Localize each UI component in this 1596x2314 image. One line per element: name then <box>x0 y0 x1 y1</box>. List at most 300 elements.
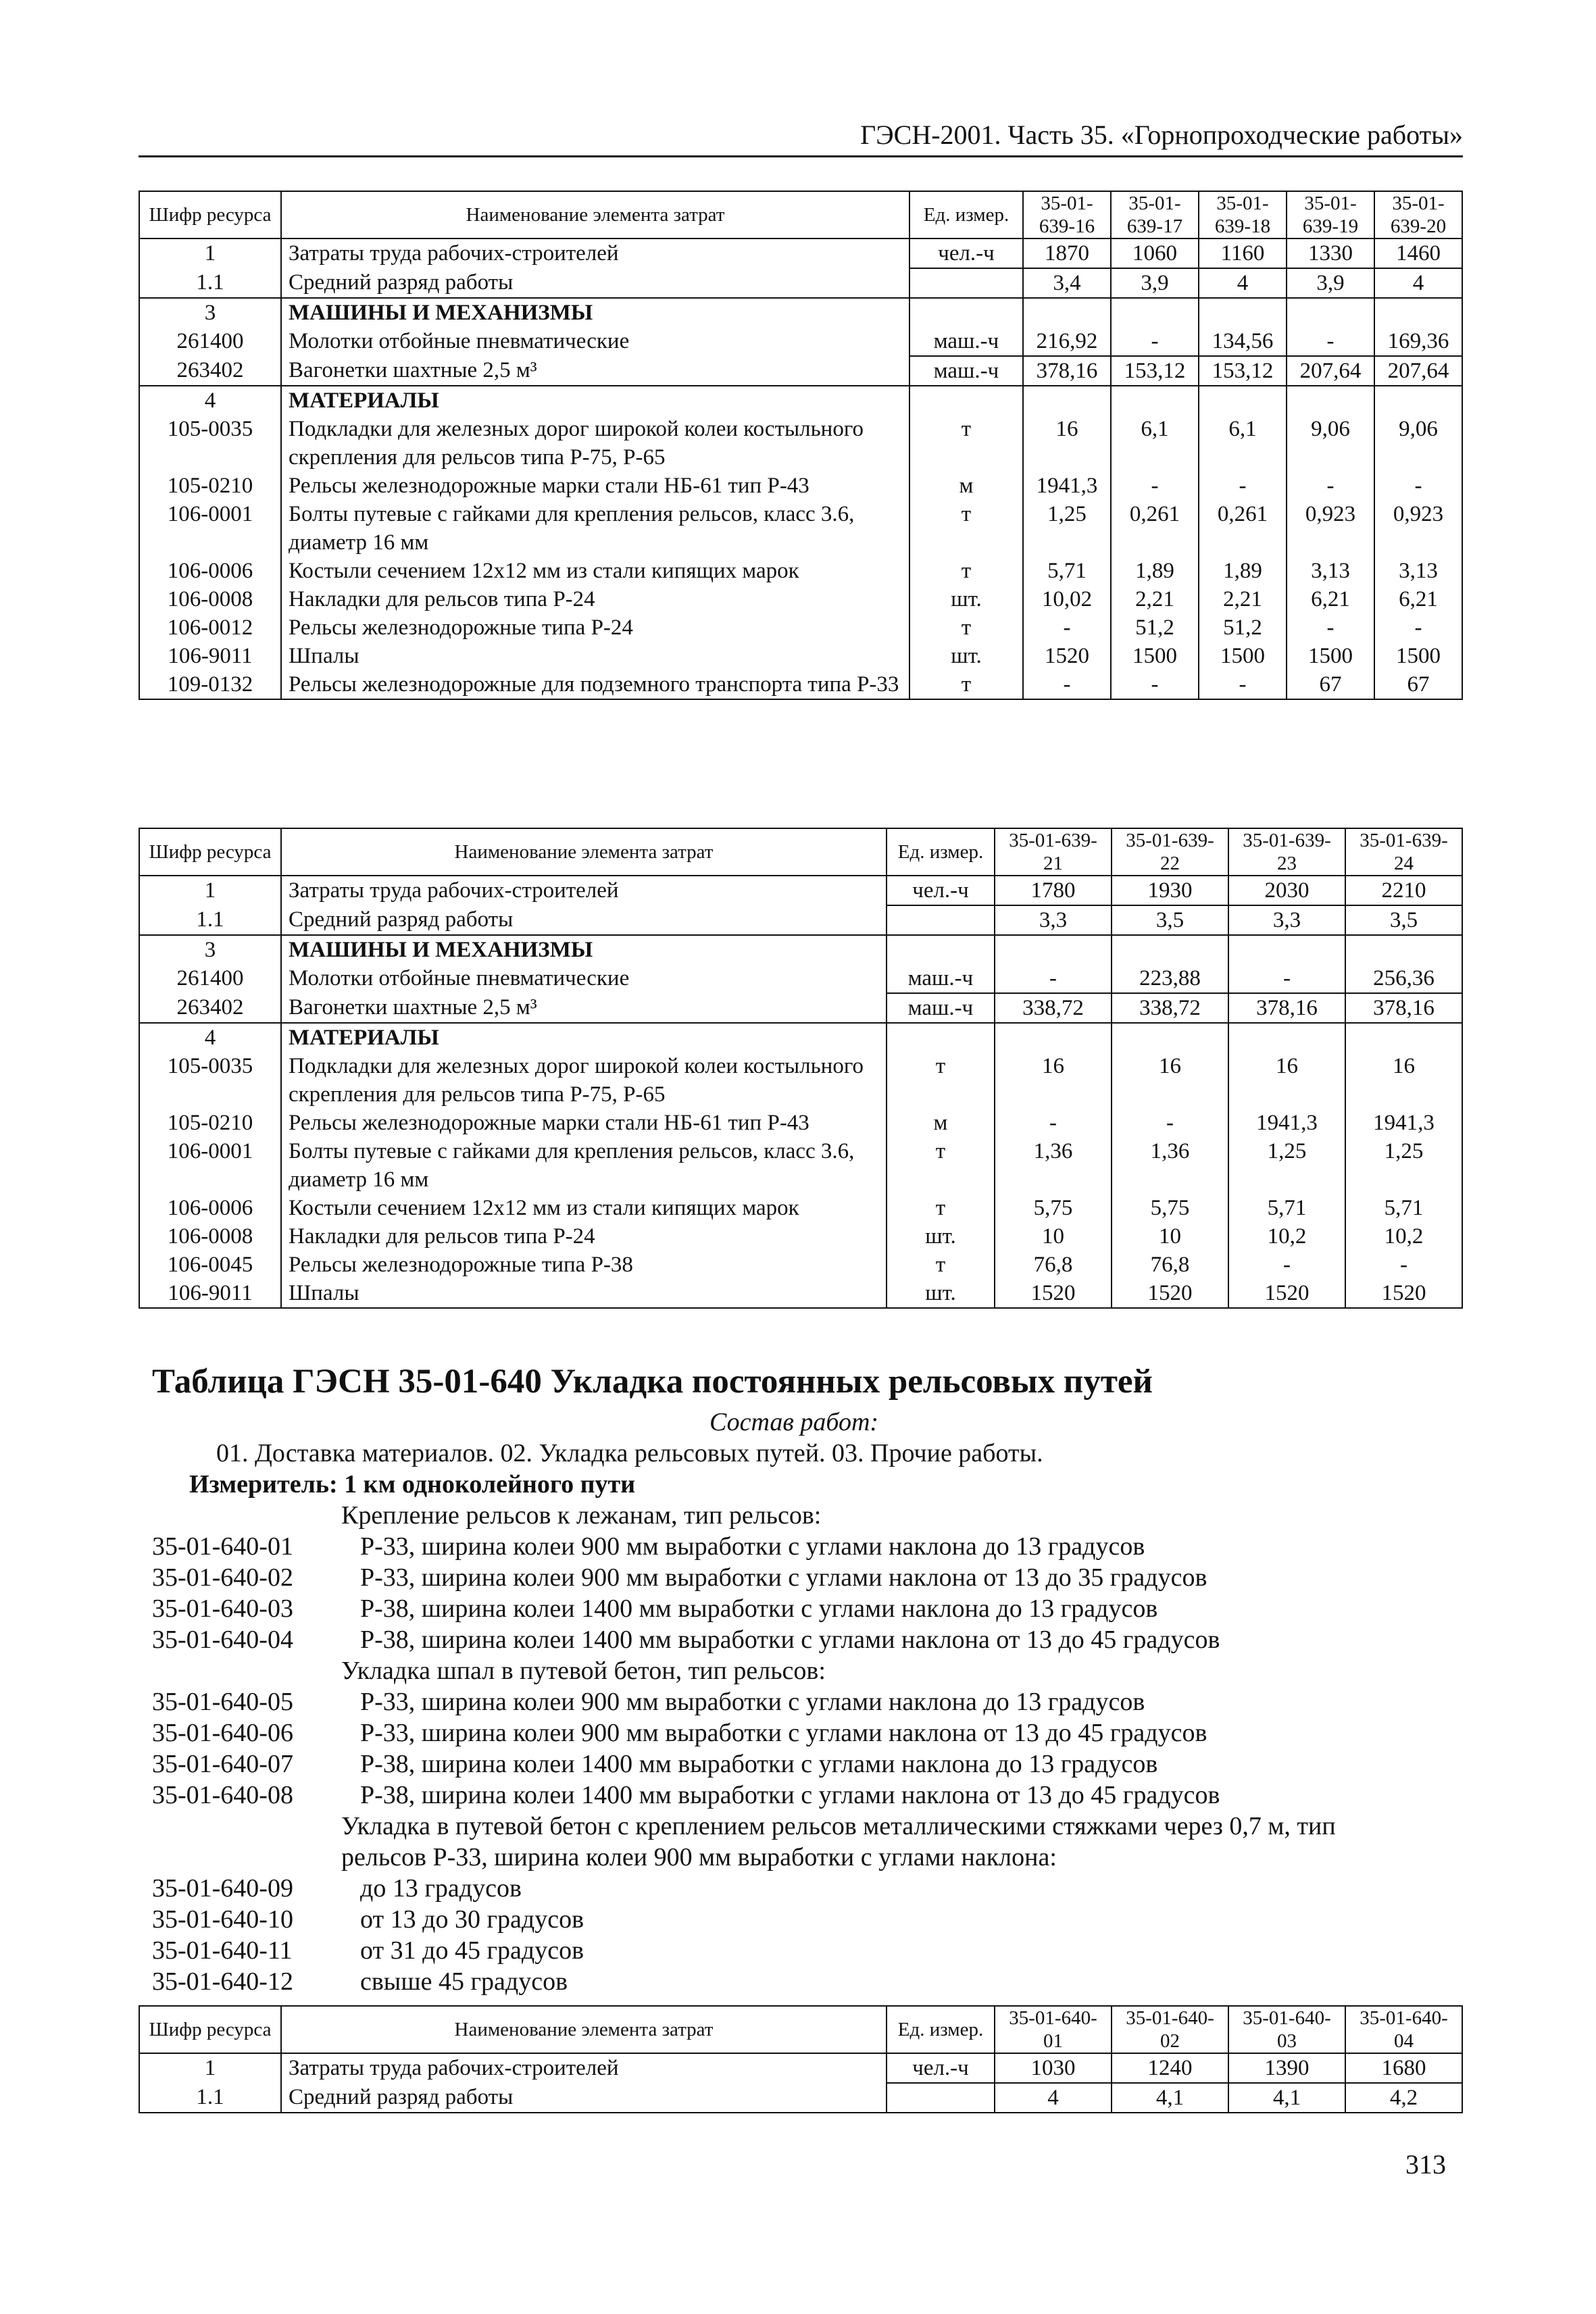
resource-code: 106-9011 <box>139 642 281 670</box>
norm-description: Р-33, ширина колеи 900 мм выработки с углами наклона до 13 градусов <box>360 1688 1145 1716</box>
resource-name: Подкладки для железных дорог широкой колеи костыльного скрепления для рельсов типа Р-75, Р-65 <box>281 415 909 472</box>
resource-value: - <box>1287 472 1374 500</box>
resource-value <box>995 1023 1112 1052</box>
resource-code: 3 <box>139 935 281 964</box>
table-row <box>139 268 1462 298</box>
resource-value: 1460 <box>1374 238 1462 268</box>
resource-code: 3 <box>139 298 281 327</box>
table-row <box>139 356 1462 386</box>
resource-value: 1,25 <box>1228 1137 1345 1194</box>
resource-table-639-21-24 <box>139 828 1463 1309</box>
resource-value: 5,75 <box>1112 1194 1228 1222</box>
resource-code: 106-0001 <box>139 500 281 557</box>
norm-description: Р-38, ширина колеи 1400 мм выработки с углами наклона от 13 до 45 градусов <box>360 1626 1220 1654</box>
resource-value <box>1111 386 1199 415</box>
resource-unit <box>909 386 1023 415</box>
resource-code: 1 <box>139 238 281 268</box>
table-row <box>139 472 1462 500</box>
resource-value: 51,2 <box>1199 613 1287 642</box>
resource-value: 216,92 <box>1023 327 1111 356</box>
resource-name: Затраты труда рабочих-строителей <box>281 876 887 905</box>
resource-code: 106-0006 <box>139 557 281 585</box>
norm-code: 35-01-640-12 <box>152 1967 293 1996</box>
resource-value: - <box>1023 670 1111 699</box>
resource-name: Средний разряд работы <box>281 2083 887 2113</box>
resource-value: 1,89 <box>1111 557 1199 585</box>
resource-value: 4,1 <box>1228 2083 1345 2113</box>
resource-code: 106-0001 <box>139 1137 281 1194</box>
resource-name: Накладки для рельсов типа Р-24 <box>281 1222 887 1251</box>
table-row <box>139 1194 1462 1222</box>
resource-value: 0,923 <box>1287 500 1374 557</box>
resource-value: - <box>1228 1251 1345 1279</box>
table-row <box>139 935 1462 964</box>
resource-value: 1520 <box>1023 642 1111 670</box>
resource-value: 16 <box>1228 1052 1345 1109</box>
resource-code: 109-0132 <box>139 670 281 699</box>
resource-value: 1500 <box>1111 642 1199 670</box>
resource-value: 10 <box>995 1222 1112 1251</box>
resource-unit: шт. <box>909 642 1023 670</box>
header-code: Шифр ресурса <box>139 191 281 238</box>
resource-value: 3,4 <box>1023 268 1111 298</box>
resource-value: 10,02 <box>1023 585 1111 613</box>
resource-code: 261400 <box>139 964 281 993</box>
norm-code: 35-01-640-03 <box>152 1594 293 1623</box>
resource-value: 9,06 <box>1287 415 1374 472</box>
resource-value <box>1287 386 1374 415</box>
resource-value: 207,64 <box>1287 356 1374 386</box>
resource-code: 106-0008 <box>139 585 281 613</box>
resource-name: Накладки для рельсов типа Р-24 <box>281 585 909 613</box>
norm-code: 35-01-640-06 <box>152 1719 293 1747</box>
resource-value <box>1112 935 1228 964</box>
table-row <box>139 557 1462 585</box>
table-row <box>139 642 1462 670</box>
resource-value: 10,2 <box>1228 1222 1345 1251</box>
meter: Измеритель: 1 км одноколейного пути <box>189 1470 636 1499</box>
header-col: 35-01-639-17 <box>1111 191 1199 238</box>
resource-value <box>1228 1023 1345 1052</box>
resource-value: 5,71 <box>1228 1194 1345 1222</box>
resource-code: 106-0008 <box>139 1222 281 1251</box>
resource-name: МАТЕРИАЛЫ <box>281 1023 887 1052</box>
resource-unit <box>909 298 1023 327</box>
group-heading-cont: рельсов Р-33, ширина колеи 900 мм выработки с углами наклона: <box>341 1843 1057 1871</box>
header-col: 35-01-640-02 <box>1112 2006 1228 2053</box>
resource-value: 76,8 <box>995 1251 1112 1279</box>
running-header <box>139 115 1463 157</box>
resource-value: 378,16 <box>1345 993 1462 1023</box>
resource-code: 1.1 <box>139 2083 281 2113</box>
resource-value: - <box>995 964 1112 993</box>
resource-name: Вагонетки шахтные 2,5 м³ <box>281 993 887 1023</box>
resource-name: Рельсы железнодорожные типа Р-24 <box>281 613 909 642</box>
resource-value: 1,25 <box>1345 1137 1462 1194</box>
table-row <box>139 1279 1462 1308</box>
header-unit: Ед. измер. <box>887 2006 995 2053</box>
resource-value: 169,36 <box>1374 327 1462 356</box>
resource-code: 105-0210 <box>139 472 281 500</box>
header-col: 35-01-639-19 <box>1287 191 1374 238</box>
resource-value: 1500 <box>1287 642 1374 670</box>
resource-code: 4 <box>139 386 281 415</box>
table-title: Таблица ГЭСН 35-01-640 Укладка постоянных рельсовых путей <box>152 1363 1153 1401</box>
header-col: 35-01-639-16 <box>1023 191 1111 238</box>
resource-name: Молотки отбойные пневматические <box>281 327 909 356</box>
resource-value: 1780 <box>995 876 1112 905</box>
resource-unit <box>887 2083 995 2113</box>
resource-value <box>995 935 1112 964</box>
resource-unit: т <box>909 557 1023 585</box>
resource-name: Шпалы <box>281 1279 887 1308</box>
resource-value: 3,5 <box>1345 905 1462 935</box>
resource-value: 1941,3 <box>1345 1109 1462 1137</box>
resource-value: 5,71 <box>1345 1194 1462 1222</box>
resource-name: Вагонетки шахтные 2,5 м³ <box>281 356 909 386</box>
resource-code: 1 <box>139 876 281 905</box>
resource-value: 3,3 <box>995 905 1112 935</box>
resource-value: 0,261 <box>1111 500 1199 557</box>
resource-value <box>1287 298 1374 327</box>
norm-description: Р-33, ширина колеи 900 мм выработки с углами наклона до 13 градусов <box>360 1532 1145 1561</box>
header-code: Шифр ресурса <box>139 828 281 876</box>
resource-unit: маш.-ч <box>909 356 1023 386</box>
resource-value: 1,36 <box>995 1137 1112 1194</box>
norm-code: 35-01-640-11 <box>152 1936 293 1965</box>
resource-value: 1,36 <box>1112 1137 1228 1194</box>
resource-code: 261400 <box>139 327 281 356</box>
resource-value: 67 <box>1374 670 1462 699</box>
resource-value: - <box>1111 327 1199 356</box>
resource-value: 134,56 <box>1199 327 1287 356</box>
table-row <box>139 905 1462 935</box>
norm-code: 35-01-640-04 <box>152 1626 293 1654</box>
resource-value: 1870 <box>1023 238 1111 268</box>
table-row <box>139 1052 1462 1109</box>
resource-value: 3,13 <box>1374 557 1462 585</box>
table-row <box>139 2053 1462 2083</box>
resource-unit: маш.-ч <box>887 964 995 993</box>
norm-code: 35-01-640-01 <box>152 1532 293 1561</box>
table-row <box>139 585 1462 613</box>
resource-unit <box>887 905 995 935</box>
resource-value: 2,21 <box>1111 585 1199 613</box>
table-row <box>139 1109 1462 1137</box>
resource-code: 105-0210 <box>139 1109 281 1137</box>
resource-value: 10 <box>1112 1222 1228 1251</box>
resource-name: Болты путевые с гайками для крепления рельсов, класс 3.6, диаметр 16 мм <box>281 1137 887 1194</box>
resource-value: 1060 <box>1111 238 1199 268</box>
resource-unit: чел.-ч <box>909 238 1023 268</box>
resource-value: - <box>1111 472 1199 500</box>
resource-value: 1160 <box>1199 238 1287 268</box>
resource-value: 207,64 <box>1374 356 1462 386</box>
resource-value <box>1374 298 1462 327</box>
header-name: Наименование элемента затрат <box>281 191 909 238</box>
resource-value: 6,1 <box>1111 415 1199 472</box>
resource-value: - <box>1112 1109 1228 1137</box>
resource-value: 1500 <box>1199 642 1287 670</box>
norm-description: Р-38, ширина колеи 1400 мм выработки с углами наклона от 13 до 45 градусов <box>360 1781 1220 1809</box>
norm-description: Р-33, ширина колеи 900 мм выработки с углами наклона от 13 до 45 градусов <box>360 1719 1207 1747</box>
table-row <box>139 386 1462 415</box>
resource-value: - <box>1345 1251 1462 1279</box>
resource-value <box>1199 386 1287 415</box>
resource-value: 4 <box>995 2083 1112 2113</box>
resource-name: Молотки отбойные пневматические <box>281 964 887 993</box>
resource-value: 3,9 <box>1287 268 1374 298</box>
resource-value <box>1228 935 1345 964</box>
composition-text: 01. Доставка материалов. 02. Укладка рельсовых путей. 03. Прочие работы. <box>216 1439 1043 1467</box>
resource-unit <box>887 1023 995 1052</box>
resource-name: Рельсы железнодорожные марки стали НБ-61 тип Р-43 <box>281 472 909 500</box>
resource-table-639-16-20 <box>139 191 1463 700</box>
resource-name: МАШИНЫ И МЕХАНИЗМЫ <box>281 935 887 964</box>
resource-unit <box>909 268 1023 298</box>
resource-name: Костыли сечением 12x12 мм из стали кипящих марок <box>281 557 909 585</box>
resource-value: 0,923 <box>1374 500 1462 557</box>
table-row <box>139 327 1462 356</box>
resource-value: - <box>1374 472 1462 500</box>
resource-unit: т <box>887 1137 995 1194</box>
resource-name: МАТЕРИАЛЫ <box>281 386 909 415</box>
header-col: 35-01-639-21 <box>995 828 1112 876</box>
table-row <box>139 1222 1462 1251</box>
resource-unit: т <box>909 613 1023 642</box>
norm-description: от 31 до 45 градусов <box>360 1936 584 1965</box>
header-col: 35-01-640-01 <box>995 2006 1112 2053</box>
resource-value: 4 <box>1199 268 1287 298</box>
header-col: 35-01-639-18 <box>1199 191 1287 238</box>
resource-name: Костыли сечением 12x12 мм из стали кипящих марок <box>281 1194 887 1222</box>
resource-unit: маш.-ч <box>909 327 1023 356</box>
resource-value: 6,21 <box>1374 585 1462 613</box>
header-col: 35-01-640-03 <box>1228 2006 1345 2053</box>
resource-unit: чел.-ч <box>887 2053 995 2083</box>
resource-value: 3,13 <box>1287 557 1374 585</box>
resource-value: 378,16 <box>1023 356 1111 386</box>
resource-value: 1,25 <box>1023 500 1111 557</box>
header-col: 35-01-639-24 <box>1345 828 1462 876</box>
table-row <box>139 613 1462 642</box>
resource-value: 153,12 <box>1111 356 1199 386</box>
header-unit: Ед. измер. <box>887 828 995 876</box>
resource-value <box>1111 298 1199 327</box>
resource-value: 1500 <box>1374 642 1462 670</box>
resource-value: 1390 <box>1228 2053 1345 2083</box>
table-row <box>139 1137 1462 1194</box>
table-row <box>139 238 1462 268</box>
resource-value: 3,3 <box>1228 905 1345 935</box>
table-row <box>139 876 1462 905</box>
table-row <box>139 2083 1462 2113</box>
resource-value: 1941,3 <box>1228 1109 1345 1137</box>
norm-code: 35-01-640-05 <box>152 1688 293 1716</box>
resource-value: 1941,3 <box>1023 472 1111 500</box>
resource-value: 338,72 <box>1112 993 1228 1023</box>
table-row <box>139 993 1462 1023</box>
table-row <box>139 1023 1462 1052</box>
running-title: ГЭСН-2001. Часть 35. «Горнопроходческие работы» <box>860 120 1463 150</box>
resource-table-640-01-04 <box>139 2005 1463 2113</box>
resource-value: - <box>1199 472 1287 500</box>
resource-value: - <box>1111 670 1199 699</box>
resource-code: 106-0012 <box>139 613 281 642</box>
header-name: Наименование элемента затрат <box>281 2006 887 2053</box>
resource-value: 1520 <box>1345 1279 1462 1308</box>
group-heading: Укладка шпал в путевой бетон, тип рельсов: <box>341 1657 826 1685</box>
resource-name: Средний разряд работы <box>281 905 887 935</box>
resource-value: 4,2 <box>1345 2083 1462 2113</box>
resource-value: 153,12 <box>1199 356 1287 386</box>
resource-value: 2210 <box>1345 876 1462 905</box>
table-row <box>139 1251 1462 1279</box>
norm-code: 35-01-640-02 <box>152 1563 293 1592</box>
resource-value: 1030 <box>995 2053 1112 2083</box>
resource-name: Болты путевые с гайками для крепления рельсов, класс 3.6, диаметр 16 мм <box>281 500 909 557</box>
resource-value: 16 <box>1345 1052 1462 1109</box>
resource-value: 2030 <box>1228 876 1345 905</box>
resource-value: 76,8 <box>1112 1251 1228 1279</box>
norm-description: свыше 45 градусов <box>360 1967 568 1996</box>
resource-unit: чел.-ч <box>887 876 995 905</box>
resource-value: 1240 <box>1112 2053 1228 2083</box>
resource-value: - <box>1023 613 1111 642</box>
norm-description: Р-38, ширина колеи 1400 мм выработки с углами наклона до 13 градусов <box>360 1594 1158 1623</box>
resource-value: 1520 <box>995 1279 1112 1308</box>
resource-value: 10,2 <box>1345 1222 1462 1251</box>
resource-unit: маш.-ч <box>887 993 995 1023</box>
resource-unit <box>887 935 995 964</box>
resource-value <box>1112 1023 1228 1052</box>
header-code: Шифр ресурса <box>139 2006 281 2053</box>
resource-code: 263402 <box>139 993 281 1023</box>
table-row <box>139 500 1462 557</box>
table-row <box>139 964 1462 993</box>
resource-value: 1,89 <box>1199 557 1287 585</box>
page-number: 313 <box>1405 2149 1446 2180</box>
resource-value: 67 <box>1287 670 1374 699</box>
resource-value: 6,21 <box>1287 585 1374 613</box>
table-header-row <box>139 2006 1462 2053</box>
norm-description: Р-33, ширина колеи 900 мм выработки с углами наклона от 13 до 35 градусов <box>360 1563 1207 1592</box>
resource-value: 338,72 <box>995 993 1112 1023</box>
resource-value: 6,1 <box>1199 415 1287 472</box>
norm-description: от 13 до 30 градусов <box>360 1905 584 1934</box>
norm-description: Р-38, ширина колеи 1400 мм выработки с углами наклона до 13 градусов <box>360 1750 1158 1778</box>
resource-unit: м <box>909 472 1023 500</box>
resource-name: Рельсы железнодорожные типа Р-38 <box>281 1251 887 1279</box>
header-unit: Ед. измер. <box>909 191 1023 238</box>
resource-value: 1520 <box>1228 1279 1345 1308</box>
resource-unit: т <box>909 415 1023 472</box>
resource-name: Средний разряд работы <box>281 268 909 298</box>
resource-name: Рельсы железнодорожные марки стали НБ-61 тип Р-43 <box>281 1109 887 1137</box>
resource-value: 5,75 <box>995 1194 1112 1222</box>
composition-label: Состав работ: <box>709 1408 879 1436</box>
resource-value: 16 <box>1112 1052 1228 1109</box>
resource-name: Рельсы железнодорожные для подземного транспорта типа Р-33 <box>281 670 909 699</box>
resource-value: 16 <box>995 1052 1112 1109</box>
resource-name: МАШИНЫ И МЕХАНИЗМЫ <box>281 298 909 327</box>
resource-code: 105-0035 <box>139 415 281 472</box>
resource-unit: т <box>887 1052 995 1109</box>
resource-code: 1.1 <box>139 905 281 935</box>
resource-unit: т <box>909 670 1023 699</box>
resource-unit: м <box>887 1109 995 1137</box>
resource-value: 4,1 <box>1112 2083 1228 2113</box>
header-col: 35-01-639-23 <box>1228 828 1345 876</box>
resource-value: 378,16 <box>1228 993 1345 1023</box>
resource-value: 0,261 <box>1199 500 1287 557</box>
norm-code: 35-01-640-07 <box>152 1750 293 1778</box>
resource-name: Шпалы <box>281 642 909 670</box>
table-row <box>139 298 1462 327</box>
norm-code: 35-01-640-10 <box>152 1905 293 1934</box>
resource-value: 51,2 <box>1111 613 1199 642</box>
resource-value: - <box>995 1109 1112 1137</box>
table-header-row <box>139 191 1462 238</box>
resource-value: 4 <box>1374 268 1462 298</box>
resource-code: 106-9011 <box>139 1279 281 1308</box>
resource-value: 1930 <box>1112 876 1228 905</box>
norm-code: 35-01-640-09 <box>152 1874 293 1903</box>
resource-value <box>1345 1023 1462 1052</box>
resource-unit: шт. <box>887 1222 995 1251</box>
table-row <box>139 415 1462 472</box>
resource-value <box>1374 386 1462 415</box>
table-header-row <box>139 828 1462 876</box>
resource-value: 1330 <box>1287 238 1374 268</box>
header-col: 35-01-639-20 <box>1374 191 1462 238</box>
resource-name: Подкладки для железных дорог широкой колеи костыльного скрепления для рельсов типа Р-75, Р-65 <box>281 1052 887 1109</box>
resource-value <box>1023 386 1111 415</box>
resource-value: - <box>1374 613 1462 642</box>
resource-value <box>1199 298 1287 327</box>
header-col: 35-01-639-22 <box>1112 828 1228 876</box>
resource-unit: шт. <box>887 1279 995 1308</box>
resource-value: 9,06 <box>1374 415 1462 472</box>
norm-description: до 13 градусов <box>360 1874 522 1903</box>
resource-value: 223,88 <box>1112 964 1228 993</box>
resource-value: 1680 <box>1345 2053 1462 2083</box>
resource-code: 4 <box>139 1023 281 1052</box>
resource-value <box>1023 298 1111 327</box>
resource-value: - <box>1287 327 1374 356</box>
resource-value: 1520 <box>1112 1279 1228 1308</box>
resource-code: 106-0045 <box>139 1251 281 1279</box>
resource-unit: т <box>909 500 1023 557</box>
resource-value: - <box>1287 613 1374 642</box>
resource-code: 1 <box>139 2053 281 2083</box>
resource-value: 3,5 <box>1112 905 1228 935</box>
resource-value <box>1345 935 1462 964</box>
resource-value: 256,36 <box>1345 964 1462 993</box>
resource-name: Затраты труда рабочих-строителей <box>281 2053 887 2083</box>
resource-unit: шт. <box>909 585 1023 613</box>
resource-code: 106-0006 <box>139 1194 281 1222</box>
resource-value: 5,71 <box>1023 557 1111 585</box>
resource-code: 1.1 <box>139 268 281 298</box>
header-col: 35-01-640-04 <box>1345 2006 1462 2053</box>
resource-value: 3,9 <box>1111 268 1199 298</box>
group-heading: Укладка в путевой бетон с креплением рельсов металлическими стяжками через 0,7 м, тип <box>341 1812 1336 1840</box>
header-name: Наименование элемента затрат <box>281 828 887 876</box>
resource-value: - <box>1228 964 1345 993</box>
resource-name: Затраты труда рабочих-строителей <box>281 238 909 268</box>
norm-code: 35-01-640-08 <box>152 1781 293 1809</box>
